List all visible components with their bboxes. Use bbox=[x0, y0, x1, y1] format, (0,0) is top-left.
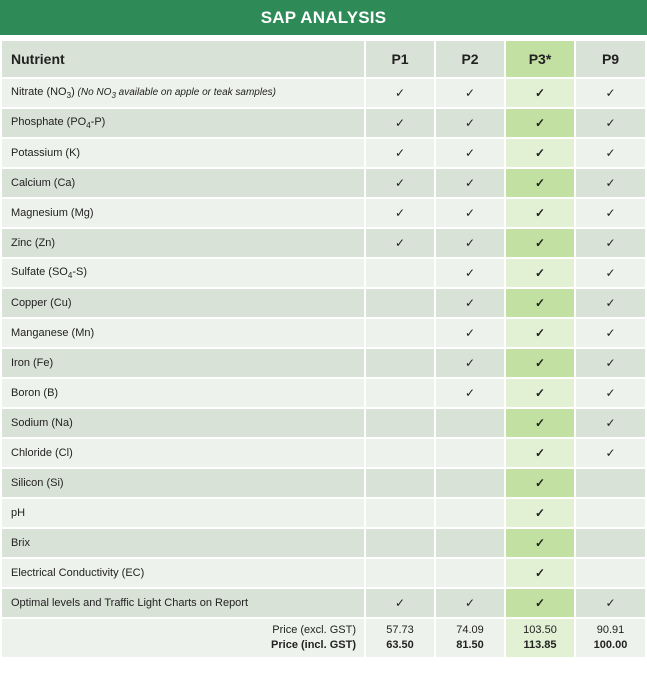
checkmark-icon: ✓ bbox=[534, 476, 546, 490]
checkmark-icon: ✓ bbox=[605, 176, 616, 190]
table-row bbox=[2, 79, 645, 107]
check-cell bbox=[436, 439, 504, 467]
check-cell bbox=[506, 139, 574, 167]
check-cell bbox=[576, 229, 645, 257]
checkmark-icon: ✓ bbox=[534, 236, 546, 250]
nutrient-name bbox=[2, 439, 364, 467]
price-cell bbox=[576, 619, 645, 657]
nutrient-rows bbox=[2, 79, 645, 657]
header-p9: P9 bbox=[576, 41, 645, 77]
check-cell bbox=[506, 109, 574, 137]
checkmark-icon: ✓ bbox=[464, 86, 476, 100]
nutrient-label: Copper (Cu) bbox=[11, 297, 72, 309]
table-row bbox=[2, 409, 645, 437]
nutrient-label: Chloride (Cl) bbox=[11, 447, 73, 459]
checkmark-icon: ✓ bbox=[605, 386, 616, 400]
checkmark-icon: ✓ bbox=[394, 596, 406, 610]
table-row bbox=[2, 349, 645, 377]
checkmark-icon: ✓ bbox=[534, 116, 546, 130]
checkmark-icon: ✓ bbox=[605, 446, 616, 460]
nutrient-name bbox=[2, 409, 364, 437]
check-cell bbox=[366, 589, 434, 617]
check-cell bbox=[436, 349, 504, 377]
check-cell bbox=[506, 439, 574, 467]
table-row bbox=[2, 499, 645, 527]
price-incl-value: 63.50 bbox=[386, 639, 414, 651]
checkmark-icon: ✓ bbox=[394, 236, 406, 250]
nutrient-name bbox=[2, 529, 364, 557]
check-cell bbox=[366, 379, 434, 407]
checkmark-icon: ✓ bbox=[464, 176, 476, 190]
nutrient-name bbox=[2, 469, 364, 497]
price-labels bbox=[2, 619, 364, 657]
check-cell bbox=[366, 559, 434, 587]
check-cell bbox=[366, 409, 434, 437]
checkmark-icon: ✓ bbox=[394, 116, 406, 130]
checkmark-icon: ✓ bbox=[605, 206, 616, 220]
price-cell bbox=[436, 619, 504, 657]
check-cell bbox=[576, 199, 645, 227]
check-cell bbox=[506, 289, 574, 317]
check-cell bbox=[436, 259, 504, 287]
price-cell bbox=[366, 619, 434, 657]
check-cell bbox=[436, 529, 504, 557]
nutrient-name bbox=[2, 499, 364, 527]
check-cell bbox=[576, 559, 645, 587]
table-row bbox=[2, 379, 645, 407]
check-cell bbox=[436, 409, 504, 437]
checkmark-icon: ✓ bbox=[605, 86, 616, 100]
nutrient-label-tail: -P) bbox=[90, 115, 106, 128]
price-incl-value: 100.00 bbox=[593, 639, 628, 651]
check-cell bbox=[576, 169, 645, 197]
checkmark-icon: ✓ bbox=[534, 296, 546, 310]
nutrient-label: Electrical Conductivity (EC) bbox=[11, 567, 145, 579]
table-row bbox=[2, 199, 645, 227]
checkmark-icon: ✓ bbox=[534, 566, 546, 580]
price-excl-value: 90.91 bbox=[596, 624, 625, 636]
check-cell bbox=[576, 109, 645, 137]
nutrient-label: Boron (B) bbox=[11, 387, 59, 399]
nutrient-label: Manganese (Mn) bbox=[11, 327, 95, 339]
nutrient-subscript: 4 bbox=[86, 121, 91, 131]
check-cell bbox=[576, 379, 645, 407]
checkmark-icon: ✓ bbox=[534, 386, 546, 400]
check-cell bbox=[366, 109, 434, 137]
check-cell bbox=[576, 589, 645, 617]
nutrient-label: Sodium (Na) bbox=[11, 417, 73, 429]
check-cell bbox=[576, 499, 645, 527]
check-cell bbox=[436, 379, 504, 407]
checkmark-icon: ✓ bbox=[394, 86, 406, 100]
check-cell bbox=[436, 559, 504, 587]
check-cell bbox=[366, 499, 434, 527]
nutrient-name bbox=[2, 349, 364, 377]
checkmark-icon: ✓ bbox=[464, 386, 476, 400]
price-excl-value: 57.73 bbox=[386, 624, 414, 636]
price-incl-value: 81.50 bbox=[456, 639, 484, 651]
price-excl-value: 103.50 bbox=[523, 624, 557, 636]
table-row bbox=[2, 109, 645, 137]
nutrient-subscript: 4 bbox=[67, 271, 73, 281]
check-cell bbox=[506, 469, 574, 497]
check-cell bbox=[366, 439, 434, 467]
nutrient-name bbox=[2, 139, 364, 167]
check-cell bbox=[576, 139, 645, 167]
check-cell bbox=[436, 229, 504, 257]
checkmark-icon: ✓ bbox=[464, 596, 476, 610]
check-cell bbox=[436, 469, 504, 497]
check-cell bbox=[506, 199, 574, 227]
nutrient-name bbox=[2, 289, 364, 317]
price-cell bbox=[506, 619, 574, 657]
checkmark-icon: ✓ bbox=[464, 236, 476, 250]
nutrient-name bbox=[2, 589, 364, 617]
nutrient-label: Magnesium (Mg) bbox=[11, 207, 94, 219]
check-cell bbox=[366, 319, 434, 347]
note-text-a: (No NO bbox=[77, 86, 112, 98]
checkmark-icon: ✓ bbox=[394, 176, 406, 190]
nutrient-name bbox=[2, 109, 364, 137]
checkmark-icon: ✓ bbox=[534, 446, 546, 460]
check-cell bbox=[436, 109, 504, 137]
check-cell bbox=[576, 529, 645, 557]
table-row bbox=[2, 259, 645, 287]
checkmark-icon: ✓ bbox=[605, 326, 616, 340]
nutrient-name bbox=[2, 319, 364, 347]
checkmark-icon: ✓ bbox=[394, 206, 406, 220]
check-cell bbox=[576, 79, 645, 107]
nutrient-subscript: 3 bbox=[66, 91, 72, 101]
check-cell bbox=[576, 319, 645, 347]
table-row bbox=[2, 319, 645, 347]
checkmark-icon: ✓ bbox=[464, 296, 476, 310]
checkmark-icon: ✓ bbox=[605, 116, 616, 130]
nutrient-label: Phosphate (PO bbox=[11, 115, 87, 128]
check-cell bbox=[366, 199, 434, 227]
nutrient-name bbox=[2, 79, 364, 107]
header-p2: P2 bbox=[436, 41, 504, 77]
table-row bbox=[2, 169, 645, 197]
check-cell bbox=[436, 589, 504, 617]
checkmark-icon: ✓ bbox=[605, 236, 616, 250]
check-cell bbox=[436, 289, 504, 317]
check-cell bbox=[366, 469, 434, 497]
checkmark-icon: ✓ bbox=[534, 506, 546, 520]
checkmark-icon: ✓ bbox=[605, 146, 616, 160]
table-row bbox=[2, 589, 645, 617]
check-cell bbox=[506, 559, 574, 587]
check-cell bbox=[436, 139, 504, 167]
header-p3: P3* bbox=[506, 41, 574, 77]
nutrient-label: Potassium (K) bbox=[11, 147, 81, 159]
check-cell bbox=[506, 319, 574, 347]
nutrient-name bbox=[2, 199, 364, 227]
check-cell bbox=[366, 349, 434, 377]
nutrient-label-tail: -S) bbox=[72, 265, 87, 278]
note-text-b: available on apple or teak samples) bbox=[115, 86, 276, 98]
nutrient-name bbox=[2, 559, 364, 587]
checkmark-icon: ✓ bbox=[534, 596, 546, 610]
price-excl-value: 74.09 bbox=[456, 624, 484, 636]
checkmark-icon: ✓ bbox=[464, 266, 476, 280]
checkmark-icon: ✓ bbox=[464, 356, 476, 370]
check-cell bbox=[576, 289, 645, 317]
check-cell bbox=[366, 139, 434, 167]
nutrient-name bbox=[2, 379, 364, 407]
table-row bbox=[2, 559, 645, 587]
check-cell bbox=[576, 349, 645, 377]
check-cell bbox=[366, 529, 434, 557]
check-cell bbox=[366, 259, 434, 287]
check-cell bbox=[506, 259, 574, 287]
checkmark-icon: ✓ bbox=[605, 356, 616, 370]
checkmark-icon: ✓ bbox=[534, 146, 546, 160]
checkmark-icon: ✓ bbox=[534, 356, 546, 370]
checkmark-icon: ✓ bbox=[605, 416, 616, 430]
checkmark-icon: ✓ bbox=[605, 266, 616, 280]
price-row bbox=[2, 619, 645, 657]
table-row bbox=[2, 289, 645, 317]
table-row bbox=[2, 529, 645, 557]
nutrient-name bbox=[2, 229, 364, 257]
header-p1: P1 bbox=[366, 41, 434, 77]
nutrient-label: Nitrate (NO bbox=[11, 85, 67, 98]
check-cell bbox=[506, 589, 574, 617]
check-cell bbox=[436, 319, 504, 347]
checkmark-icon: ✓ bbox=[534, 326, 546, 340]
nutrient-label: Zinc (Zn) bbox=[11, 237, 55, 249]
nutrient-name bbox=[2, 259, 364, 287]
table-row bbox=[2, 469, 645, 497]
checkmark-icon: ✓ bbox=[464, 326, 476, 340]
checkmark-icon: ✓ bbox=[394, 146, 406, 160]
nutrient-label: Iron (Fe) bbox=[11, 357, 54, 369]
check-cell bbox=[366, 289, 434, 317]
header-nutrient: Nutrient bbox=[2, 41, 364, 77]
checkmark-icon: ✓ bbox=[534, 536, 546, 550]
price-incl-label: Price (incl. GST) bbox=[271, 639, 356, 651]
nutrient-label: Brix bbox=[11, 537, 30, 549]
check-cell bbox=[506, 169, 574, 197]
nutrient-label: Calcium (Ca) bbox=[11, 177, 76, 189]
checkmark-icon: ✓ bbox=[464, 146, 476, 160]
checkmark-icon: ✓ bbox=[534, 86, 546, 100]
title-bar bbox=[0, 0, 647, 35]
check-cell bbox=[506, 379, 574, 407]
sap-analysis-table bbox=[0, 39, 647, 659]
nutrient-label: pH bbox=[11, 507, 26, 519]
check-cell bbox=[366, 169, 434, 197]
checkmark-icon: ✓ bbox=[534, 206, 546, 220]
table-row bbox=[2, 439, 645, 467]
checkmark-icon: ✓ bbox=[464, 206, 476, 220]
checkmark-icon: ✓ bbox=[605, 296, 616, 310]
page-title: SAP ANALYSIS bbox=[260, 7, 387, 27]
checkmark-icon: ✓ bbox=[534, 266, 546, 280]
check-cell bbox=[506, 229, 574, 257]
check-cell bbox=[436, 499, 504, 527]
check-cell bbox=[366, 229, 434, 257]
checkmark-icon: ✓ bbox=[464, 116, 476, 130]
check-cell bbox=[576, 439, 645, 467]
note-subscript: 3 bbox=[111, 90, 116, 100]
price-incl-value: 113.85 bbox=[523, 639, 557, 651]
checkmark-icon: ✓ bbox=[534, 416, 546, 430]
check-cell bbox=[576, 409, 645, 437]
nutrient-label-tail: ) bbox=[71, 85, 75, 98]
nutrient-label: Optimal levels and Traffic Light Charts on Report bbox=[11, 597, 249, 609]
check-cell bbox=[576, 469, 645, 497]
nutrient-note bbox=[75, 87, 276, 98]
check-cell bbox=[506, 409, 574, 437]
check-cell bbox=[576, 259, 645, 287]
nutrient-label: Sulfate (SO bbox=[11, 265, 68, 278]
check-cell bbox=[506, 499, 574, 527]
checkmark-icon: ✓ bbox=[534, 176, 546, 190]
nutrient-name bbox=[2, 169, 364, 197]
table-row bbox=[2, 139, 645, 167]
check-cell bbox=[436, 79, 504, 107]
table-row bbox=[2, 229, 645, 257]
check-cell bbox=[436, 199, 504, 227]
check-cell bbox=[506, 529, 574, 557]
nutrient-label: Silicon (Si) bbox=[11, 477, 64, 489]
check-cell bbox=[506, 349, 574, 377]
check-cell bbox=[366, 79, 434, 107]
check-cell bbox=[436, 169, 504, 197]
checkmark-icon: ✓ bbox=[605, 596, 616, 610]
check-cell bbox=[506, 79, 574, 107]
price-excl-label: Price (excl. GST) bbox=[272, 624, 356, 636]
